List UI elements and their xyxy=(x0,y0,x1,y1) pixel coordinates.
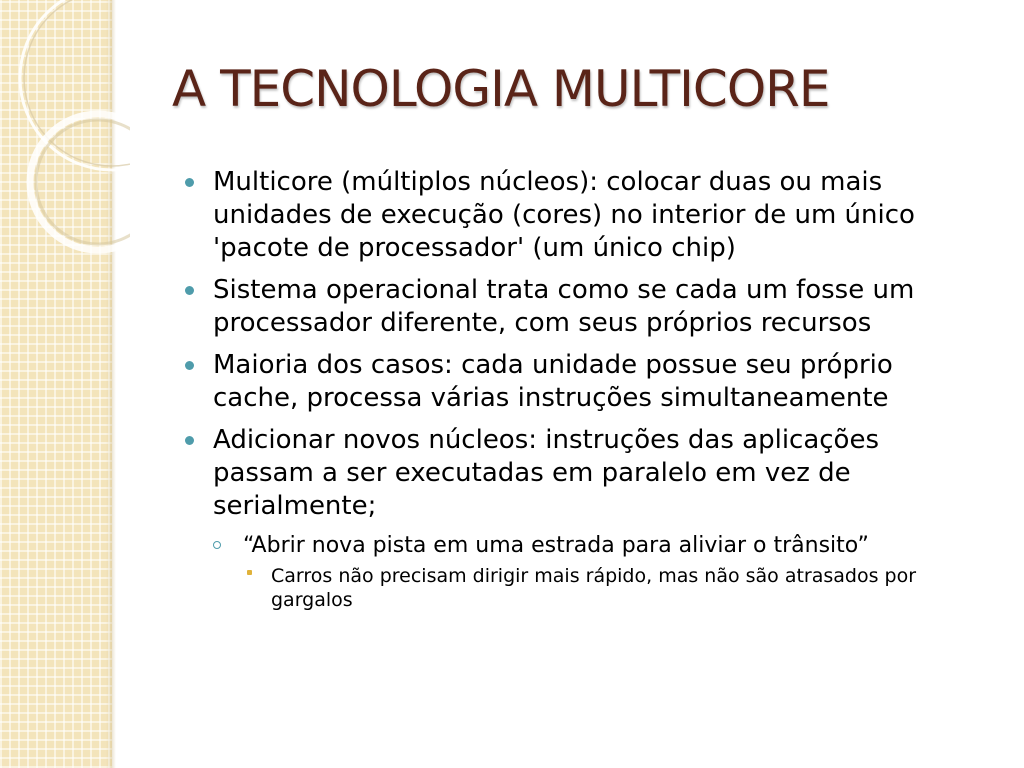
bullet-item xyxy=(185,349,985,415)
bullet-item xyxy=(185,274,985,340)
decorative-circles xyxy=(0,0,130,260)
bullet-dot-icon xyxy=(185,178,194,187)
small-square-bullet-icon xyxy=(247,570,252,575)
sub-bullet-item xyxy=(185,532,985,560)
slide-content xyxy=(185,166,985,612)
bullet-item xyxy=(185,424,985,523)
bullet-text: Sistema operacional trata como se cada um fosse um processador diferente, com seus próprios recursos xyxy=(213,275,915,338)
bullet-text: Multicore (múltiplos núcleos): colocar duas ou mais unidades de execução (cores) no interior de um único 'pacote de processador' (um único chip) xyxy=(213,167,915,263)
bullet-text: Maioria dos casos: cada unidade possue seu próprio cache, processa várias instruções simultaneamente xyxy=(213,350,893,413)
bullet-dot-icon xyxy=(185,286,194,295)
bullet-dot-icon xyxy=(185,436,194,445)
sub-bullet-text: “Abrir nova pista em uma estrada para aliviar o trânsito” xyxy=(243,533,869,558)
sub-sub-bullet-item xyxy=(185,564,985,612)
bullet-dot-icon xyxy=(185,361,194,370)
sub-sub-bullet-text: Carros não precisam dirigir mais rápido, mas não são atrasados por gargalos xyxy=(271,565,917,611)
bullet-text: Adicionar novos núcleos: instruções das aplicações passam a ser executadas em paralelo em vez de serialmente; xyxy=(213,425,880,521)
slide-title: A TECNOLOGIA MULTICORE xyxy=(172,60,830,118)
hollow-circle-bullet-icon xyxy=(213,541,221,549)
bullet-item xyxy=(185,166,985,265)
